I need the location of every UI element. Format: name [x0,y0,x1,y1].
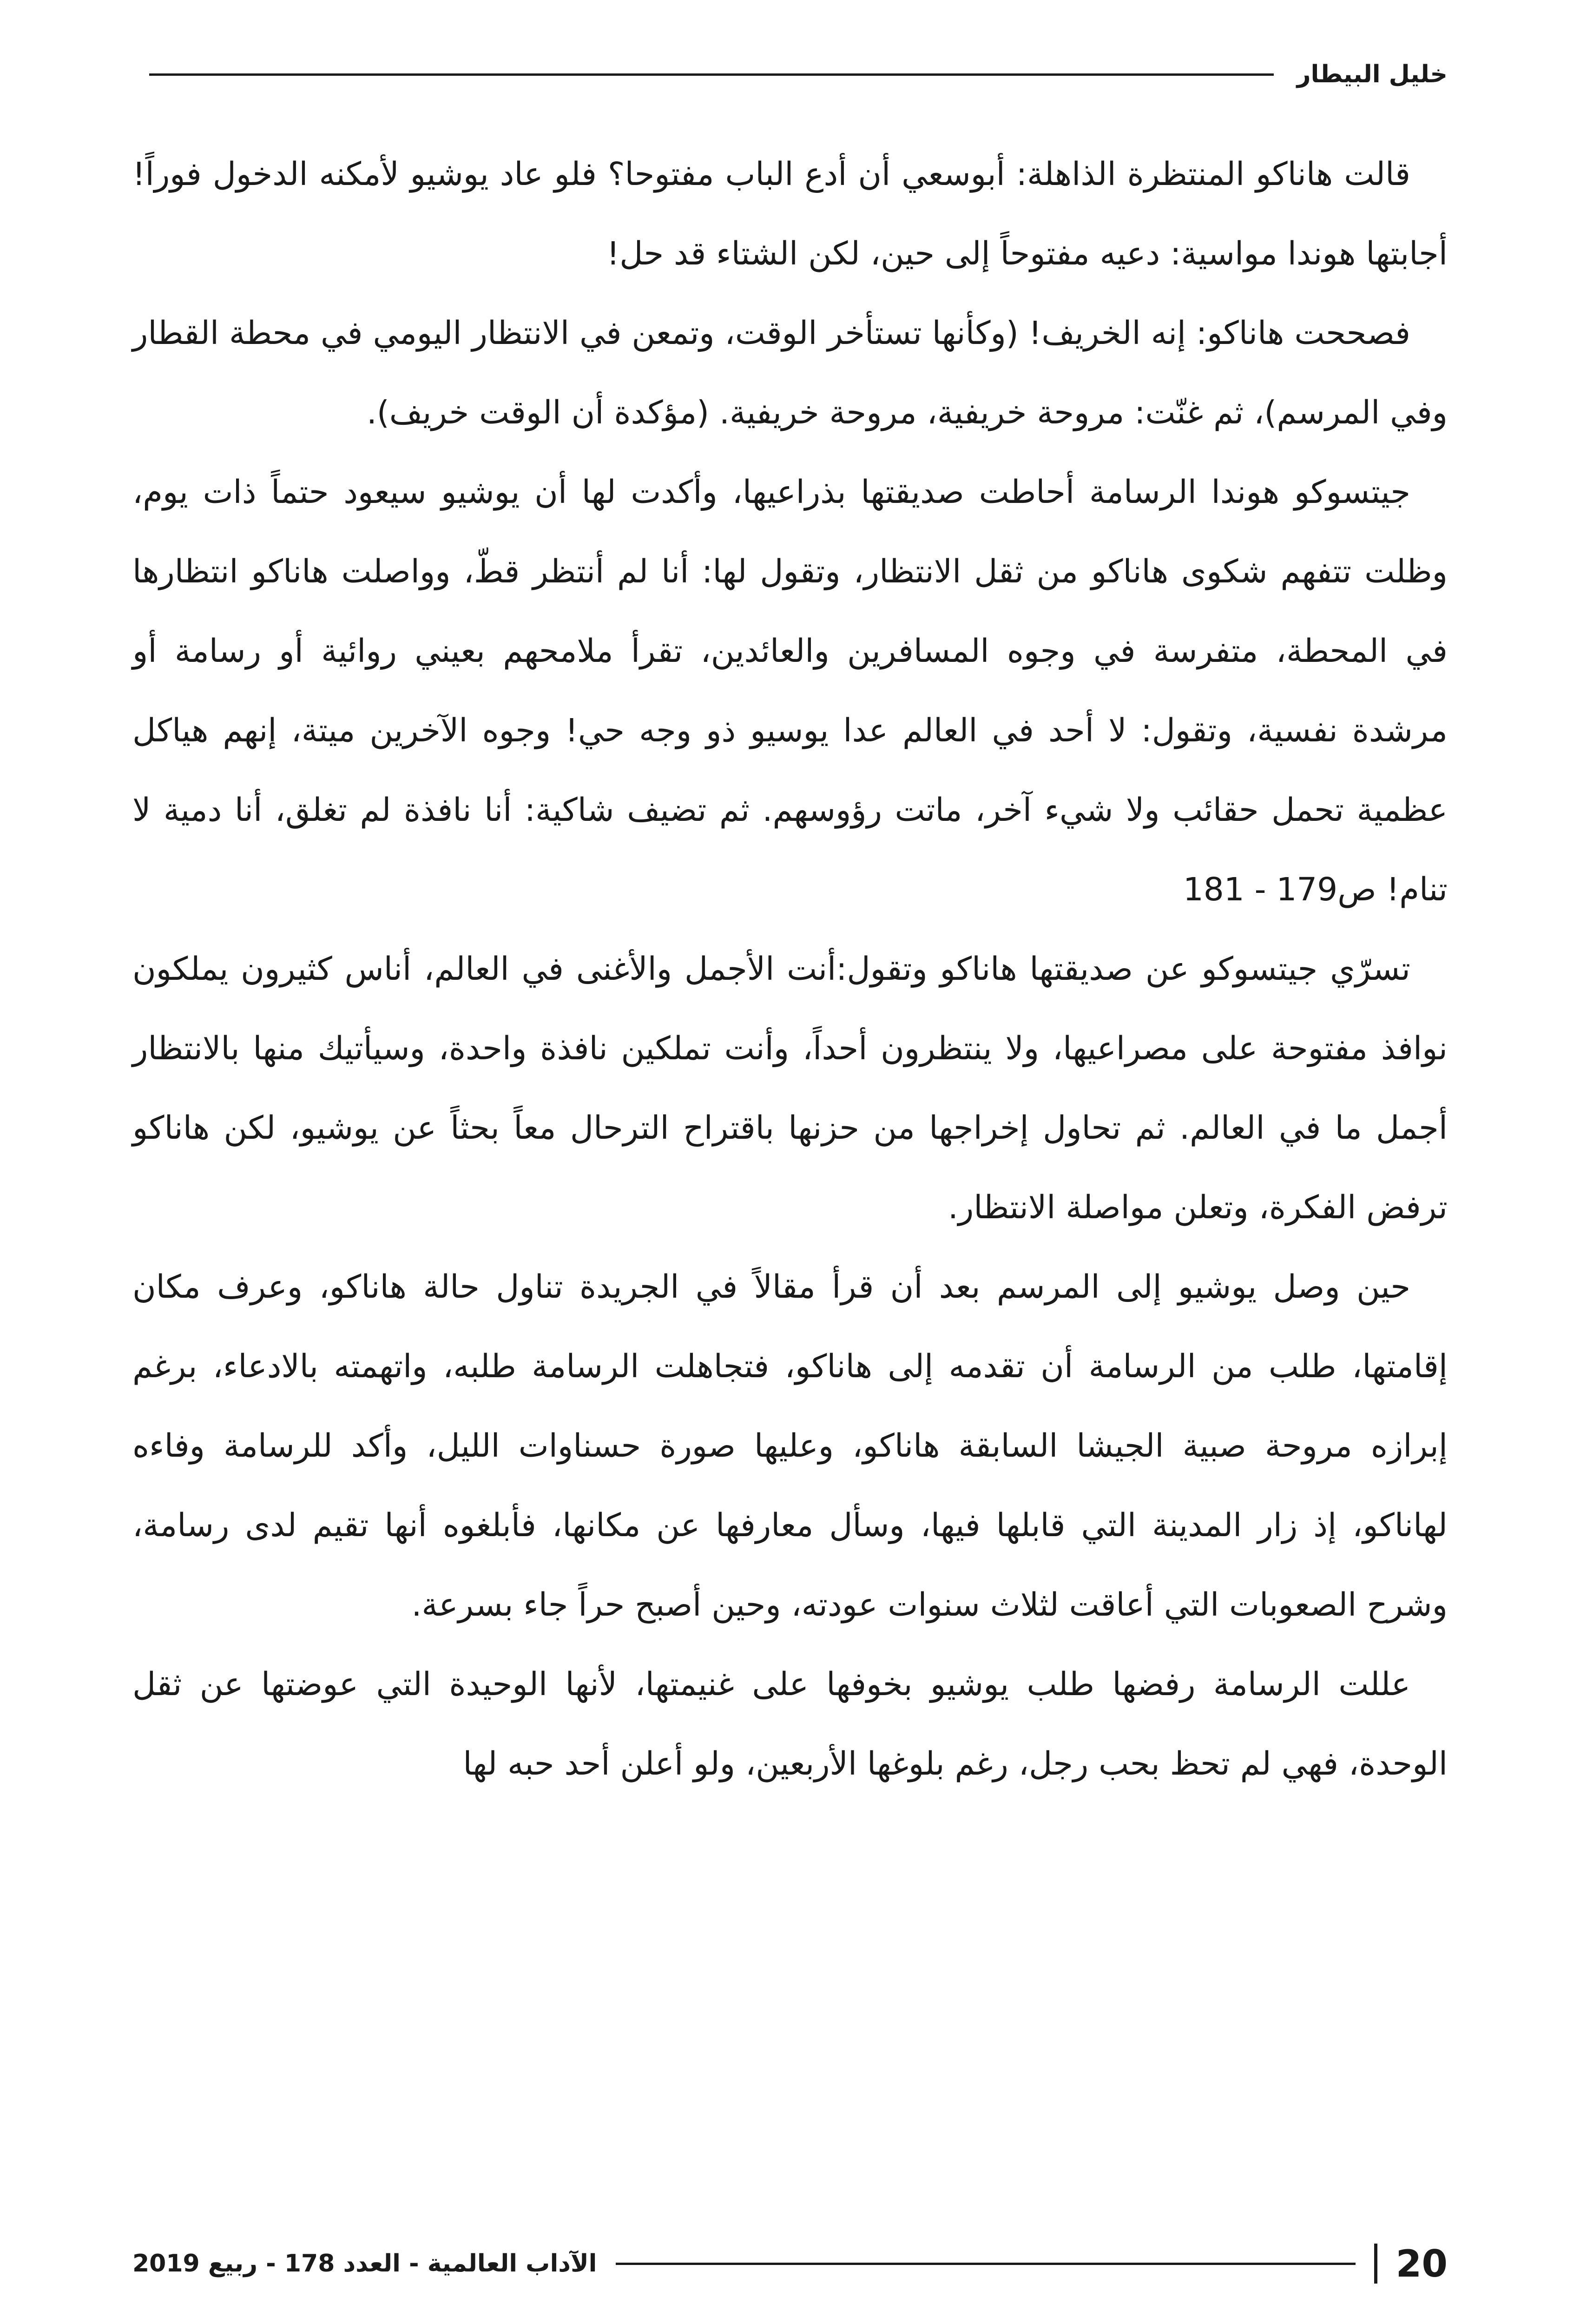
page-number: 20 [1396,2242,1448,2285]
article-body [132,135,1448,1804]
paragraph: فصححت هاناكو: إنه الخريف! (وكأنها تستأخر الوقت، وتمعن في الانتظار اليومي في محطة القطار وفي المرسم)، ثم غنّت: مروحة خريفية، مروحة خريفية. (مؤكدة أن الوقت خريف). [132,315,1448,431]
page-footer [132,2236,1448,2291]
paragraph: عللت الرسامة رفضها طلب يوشيو بخوفها على غنيمتها، لأنها الوحيدة التي عوضتها عن ثقل الوحدة، فهي لم تحظ بحب رجل، رغم بلوغها الأربعين، ولو أعلن أحد حبه لها [132,1666,1448,1783]
header-author: خليل البيطار [1297,60,1448,88]
paragraph: قالت هاناكو المنتظرة الذاهلة: أبوسعي أن أدع الباب مفتوحا؟ فلو عاد يوشيو لأمكنه الدخول فوراً! أجابتها هوندا مواسية: دعيه مفتوحاً إلى حين، لكن الشتاء قد حل! [132,156,1448,272]
paragraph: حين وصل يوشيو إلى المرسم بعد أن قرأ مقالاً في الجريدة تناول حالة هاناكو، وعرف مكان إقامتها، طلب من الرسامة أن تقدمه إلى هاناكو، فتجاهلت الرسامة طلبه، واتهمته بالادعاء، برغم إبرازه مروحة صبية الجيشا السابقة هاناكو، وعليها صورة حسناوات الليل، وأكد للرسامة وفاءه لهاناكو، إذ زار المدينة التي قابلها فيها، وسأل معارفها عن مكانها، فأبلغوه أنها تقيم لدى رسامة، وشرح الصعوبات التي أعاقت لثلاث سنوات عودته، وحين أصبح حراً جاء بسرعة. [132,1268,1448,1624]
journal-issue: الآداب العالمية - العدد 178 - ربيع 2019 [132,2250,597,2278]
footer-separator-bar [1374,2244,1377,2284]
header-rule [149,73,1274,76]
paragraph: تسرّي جيتسوكو عن صديقتها هاناكو وتقول:أنت الأجمل والأغنى في العالم، أناس كثيرون يملكون نوافذ مفتوحة على مصراعيها، ولا ينتظرون أحداً، وأنت تملكين نافذة واحدة، وسيأتيك منها بالانتظار أجمل ما في العالم. ثم تحاول إخراجها من حزنها باقتراح الترحال معاً بحثاً عن يوشيو، لكن هاناكو ترفض الفكرة، وتعلن مواصلة الانتظار. [132,951,1448,1226]
footer-rule [616,2263,1356,2265]
paragraph: جيتسوكو هوندا الرسامة أحاطت صديقتها بذراعيها، وأكدت لها أن يوشيو سيعود حتماً ذات يوم، وظلت تتفهم شكوى هاناكو من ثقل الانتظار، وتقول لها: أنا لم أنتظر قطّ، وواصلت هاناكو انتظارها في المحطة، متفرسة في وجوه المسافرين والعائدين، تقرأ ملامحهم بعيني روائية أو رسامة أو مرشدة نفسية، وتقول: لا أحد في العالم عدا يوسيو ذو وجه حي! وجوه الآخرين ميتة، إنهم هياكل عظمية تحمل حقائب ولا شيء آخر، ماتت رؤوسهم. ثم تضيف شاكية: أنا نافذة لم تغلق، أنا دمية لا تنام! ص179 - 181 [132,474,1448,908]
page-header [130,56,1448,93]
